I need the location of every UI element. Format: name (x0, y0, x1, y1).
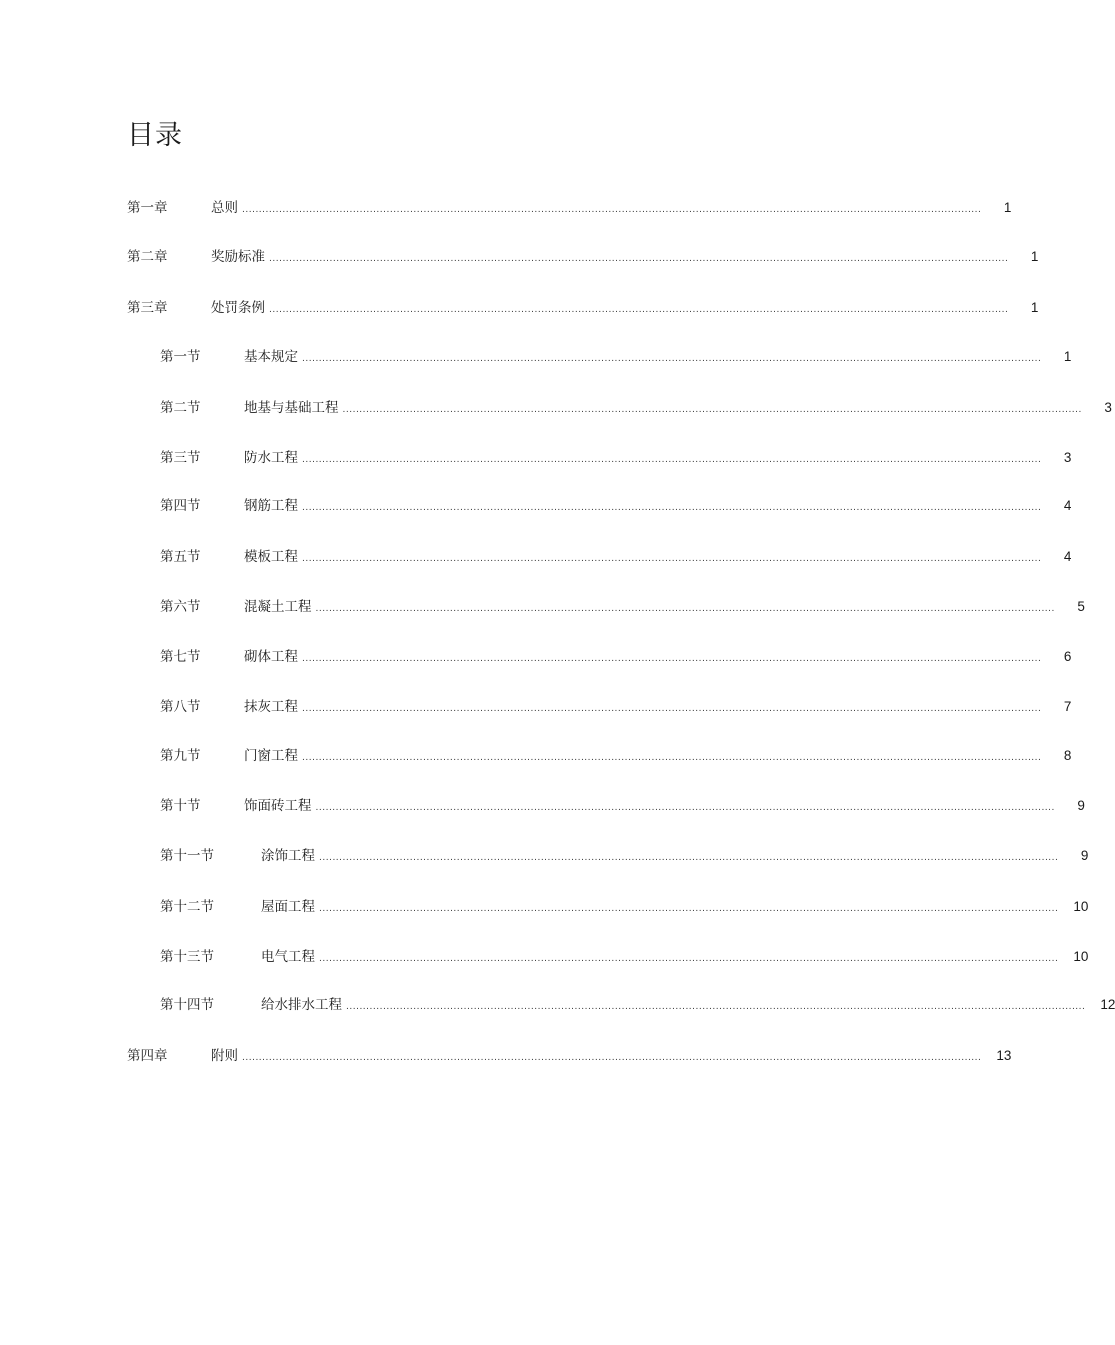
toc-entry[interactable] (160, 397, 1112, 419)
dot-leader: ............................................................................................................................................................................................................................ (342, 405, 1082, 415)
toc-entry-number: 第三节 (160, 450, 201, 466)
toc-entry-number: 第十节 (160, 798, 201, 814)
toc-entry[interactable] (160, 845, 1089, 867)
toc-entry-title: 门窗工程 (244, 748, 298, 764)
toc-entry-title: 基本规定 (244, 349, 298, 365)
dot-leader: ............................................................................................................................................................................................................................ (315, 604, 1055, 614)
toc-entry-page-number: 13 (996, 1048, 1012, 1063)
toc-entry-page-number: 10 (1073, 899, 1089, 914)
toc-entry-number: 第十一节 (160, 848, 214, 864)
toc-entry-page-number: 9 (1080, 848, 1089, 863)
toc-entry-title: 混凝土工程 (244, 599, 312, 615)
toc-entry-page-number: 8 (1063, 748, 1072, 763)
dot-leader: ............................................................................................................................................................................................................................ (269, 254, 1009, 264)
toc-entry-title: 涂饰工程 (261, 848, 315, 864)
dot-leader: ............................................................................................................................................................................................................................ (319, 954, 1059, 964)
toc-entry-page-number: 6 (1063, 649, 1072, 664)
toc-entry-page-number: 3 (1104, 400, 1112, 415)
toc-entry-page-number: 1 (1063, 349, 1072, 364)
toc-entry[interactable] (160, 795, 1085, 817)
toc-entry-title: 总则 (211, 200, 238, 216)
dot-leader: ............................................................................................................................................................................................................................ (302, 654, 1042, 664)
dot-leader: ............................................................................................................................................................................................................................ (302, 554, 1042, 564)
toc-entry-title: 抹灰工程 (244, 699, 298, 715)
toc-entry-title: 屋面工程 (261, 899, 315, 915)
toc-entry-number: 第五节 (160, 549, 201, 565)
dot-leader: ............................................................................................................................................................................................................................ (315, 803, 1055, 813)
toc-entry[interactable] (160, 546, 1072, 568)
dot-leader: ............................................................................................................................................................................................................................ (302, 503, 1042, 513)
toc-entry-number: 第一节 (160, 349, 201, 365)
dot-leader: ............................................................................................................................................................................................................................ (242, 205, 982, 215)
dot-leader: ............................................................................................................................................................................................................................ (319, 904, 1059, 914)
toc-entry[interactable] (160, 447, 1072, 469)
dot-leader: ............................................................................................................................................................................................................................ (346, 1002, 1086, 1012)
toc-entry[interactable] (160, 696, 1072, 718)
toc-entry[interactable] (127, 1045, 1012, 1067)
toc-entry[interactable] (127, 246, 1039, 268)
toc-entry-page-number: 3 (1063, 450, 1072, 465)
toc-entry-number: 第四章 (127, 1048, 168, 1064)
toc-entry-title: 地基与基础工程 (244, 400, 339, 416)
toc-entry[interactable] (160, 596, 1085, 618)
toc-entry-page-number: 4 (1063, 498, 1072, 513)
toc-entry-number: 第三章 (127, 300, 168, 316)
toc-entry-title: 给水排水工程 (261, 997, 342, 1013)
toc-entry-title: 钢筋工程 (244, 498, 298, 514)
dot-leader: ............................................................................................................................................................................................................................ (302, 354, 1042, 364)
toc-entry-page-number: 1 (1030, 300, 1039, 315)
toc-entry-title: 砌体工程 (244, 649, 298, 665)
toc-entry-number: 第十三节 (160, 949, 214, 965)
toc-entry[interactable] (160, 896, 1089, 918)
toc-entry-number: 第六节 (160, 599, 201, 615)
toc-entry[interactable] (160, 346, 1072, 368)
dot-leader: ............................................................................................................................................................................................................................ (242, 1053, 982, 1063)
toc-entry-number: 第一章 (127, 200, 168, 216)
toc-entry[interactable] (160, 946, 1089, 968)
toc-entry-page-number: 5 (1077, 599, 1085, 614)
toc-entry[interactable] (160, 495, 1072, 517)
toc-entry-page-number: 10 (1073, 949, 1089, 964)
toc-entry[interactable] (160, 745, 1072, 767)
toc-entry-page-number: 1 (1030, 249, 1039, 264)
dot-leader: ............................................................................................................................................................................................................................ (302, 704, 1042, 714)
toc-entry[interactable] (160, 646, 1072, 668)
toc-entry-page-number: 9 (1077, 798, 1085, 813)
toc-entry-title: 电气工程 (261, 949, 315, 965)
toc-entry-title: 奖励标准 (211, 249, 265, 265)
toc-entry-title: 饰面砖工程 (244, 798, 312, 814)
toc-entry-page-number: 7 (1063, 699, 1072, 714)
toc-entry-number: 第八节 (160, 699, 201, 715)
dot-leader: ............................................................................................................................................................................................................................ (302, 455, 1042, 465)
toc-entry-number: 第十四节 (160, 997, 214, 1013)
toc-entry[interactable] (160, 994, 1115, 1016)
toc-entry-page-number: 4 (1063, 549, 1072, 564)
toc-entry-number: 第七节 (160, 649, 201, 665)
toc-entry-number: 第四节 (160, 498, 201, 514)
toc-entry[interactable] (127, 197, 1012, 219)
toc-entry[interactable] (127, 297, 1039, 319)
toc-entry-title: 模板工程 (244, 549, 298, 565)
page-title: 目录 (127, 120, 183, 151)
toc-entry-page-number: 12 (1100, 997, 1115, 1012)
toc-entry-page-number: 1 (1003, 200, 1012, 215)
toc-entry-number: 第十二节 (160, 899, 214, 915)
dot-leader: ............................................................................................................................................................................................................................ (302, 753, 1042, 763)
toc-entry-number: 第二节 (160, 400, 201, 416)
toc-entry-title: 附则 (211, 1048, 238, 1064)
dot-leader: ............................................................................................................................................................................................................................ (319, 853, 1059, 863)
toc-entry-title: 防水工程 (244, 450, 298, 466)
toc-entry-number: 第九节 (160, 748, 201, 764)
toc-entry-title: 处罚条例 (211, 300, 265, 316)
toc-entry-number: 第二章 (127, 249, 168, 265)
dot-leader: ............................................................................................................................................................................................................................ (269, 305, 1009, 315)
